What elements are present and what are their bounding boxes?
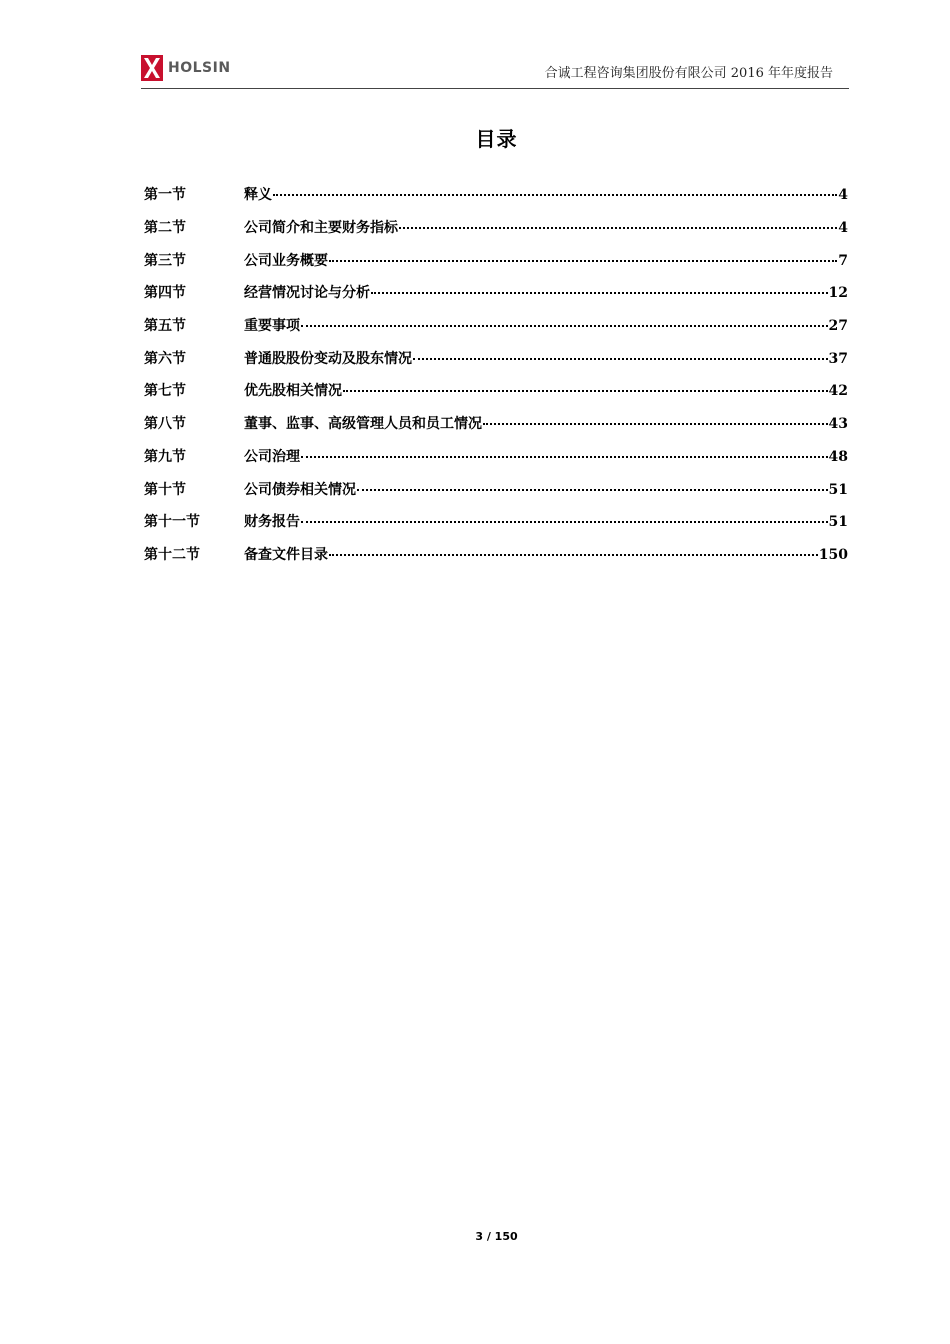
table-of-contents — [144, 178, 848, 570]
toc-entry[interactable] — [144, 505, 848, 538]
toc-section-number: 第六节 — [144, 350, 186, 367]
toc-dot-leader — [273, 194, 837, 196]
toc-section-number: 第一节 — [144, 187, 186, 204]
page-header — [141, 52, 849, 89]
toc-dot-leader — [329, 554, 818, 556]
toc-section-number: 第十一节 — [144, 514, 200, 531]
page-number-footer: 3 / 150 — [475, 1230, 518, 1243]
toc-page-number: 48 — [828, 448, 848, 465]
toc-page-number: 37 — [828, 350, 848, 367]
holsin-logo-icon — [141, 55, 163, 81]
toc-section-name: 财务报告 — [244, 514, 300, 531]
toc-dot-leader — [371, 292, 828, 294]
toc-section-number: 第四节 — [144, 285, 186, 302]
toc-dot-leader — [301, 456, 828, 458]
toc-section-number: 第三节 — [144, 252, 186, 269]
toc-entry[interactable] — [144, 276, 848, 309]
toc-page-number: 42 — [828, 383, 848, 400]
toc-entry[interactable] — [144, 178, 848, 211]
toc-dot-leader — [399, 227, 837, 229]
toc-dot-leader — [357, 489, 828, 491]
toc-section-number: 第五节 — [144, 318, 186, 335]
toc-page-number: 150 — [818, 546, 848, 563]
toc-dot-leader — [301, 521, 828, 523]
toc-section-number: 第十二节 — [144, 546, 200, 563]
toc-section-name: 普通股股份变动及股东情况 — [244, 350, 412, 367]
toc-page-number: 43 — [828, 416, 848, 433]
toc-entry[interactable] — [144, 538, 848, 571]
toc-dot-leader — [483, 423, 828, 425]
toc-section-name: 释义 — [244, 187, 272, 204]
toc-entry[interactable] — [144, 374, 848, 407]
toc-section-number: 第十节 — [144, 481, 186, 498]
toc-section-number: 第二节 — [144, 220, 186, 237]
toc-entry[interactable] — [144, 472, 848, 505]
document-title: 合诚工程咨询集团股份有限公司 2016 年年度报告 — [544, 66, 833, 81]
toc-entry[interactable] — [144, 341, 848, 374]
toc-page-number: 51 — [828, 514, 848, 531]
toc-page-number: 12 — [828, 285, 848, 302]
toc-entry[interactable] — [144, 407, 848, 440]
toc-section-number: 第七节 — [144, 383, 186, 400]
toc-section-name: 经营情况讨论与分析 — [244, 285, 370, 302]
toc-dot-leader — [301, 325, 828, 327]
toc-entry[interactable] — [144, 440, 848, 473]
toc-section-number: 第八节 — [144, 416, 186, 433]
toc-title: 目录 — [475, 127, 518, 151]
toc-section-name: 公司简介和主要财务指标 — [244, 220, 398, 237]
toc-section-name: 公司治理 — [244, 448, 300, 465]
company-logo — [141, 54, 231, 82]
toc-entry[interactable] — [144, 309, 848, 342]
toc-section-name: 董事、监事、高级管理人员和员工情况 — [244, 416, 482, 433]
toc-section-name: 公司债券相关情况 — [244, 481, 356, 498]
toc-section-name: 备查文件目录 — [244, 546, 328, 563]
toc-page-number: 51 — [828, 481, 848, 498]
toc-page-number: 7 — [838, 252, 848, 269]
toc-dot-leader — [329, 260, 837, 262]
toc-dot-leader — [343, 390, 828, 392]
toc-page-number: 4 — [838, 187, 848, 204]
toc-dot-leader — [413, 358, 828, 360]
toc-section-name: 优先股相关情况 — [244, 383, 342, 400]
toc-entry[interactable] — [144, 211, 848, 244]
toc-page-number: 27 — [828, 318, 848, 335]
toc-page-number: 4 — [838, 220, 848, 237]
toc-section-name: 重要事项 — [244, 318, 300, 335]
toc-entry[interactable] — [144, 243, 848, 276]
toc-section-number: 第九节 — [144, 448, 186, 465]
toc-section-name: 公司业务概要 — [244, 252, 328, 269]
logo-text: HOLSIN — [168, 60, 231, 76]
